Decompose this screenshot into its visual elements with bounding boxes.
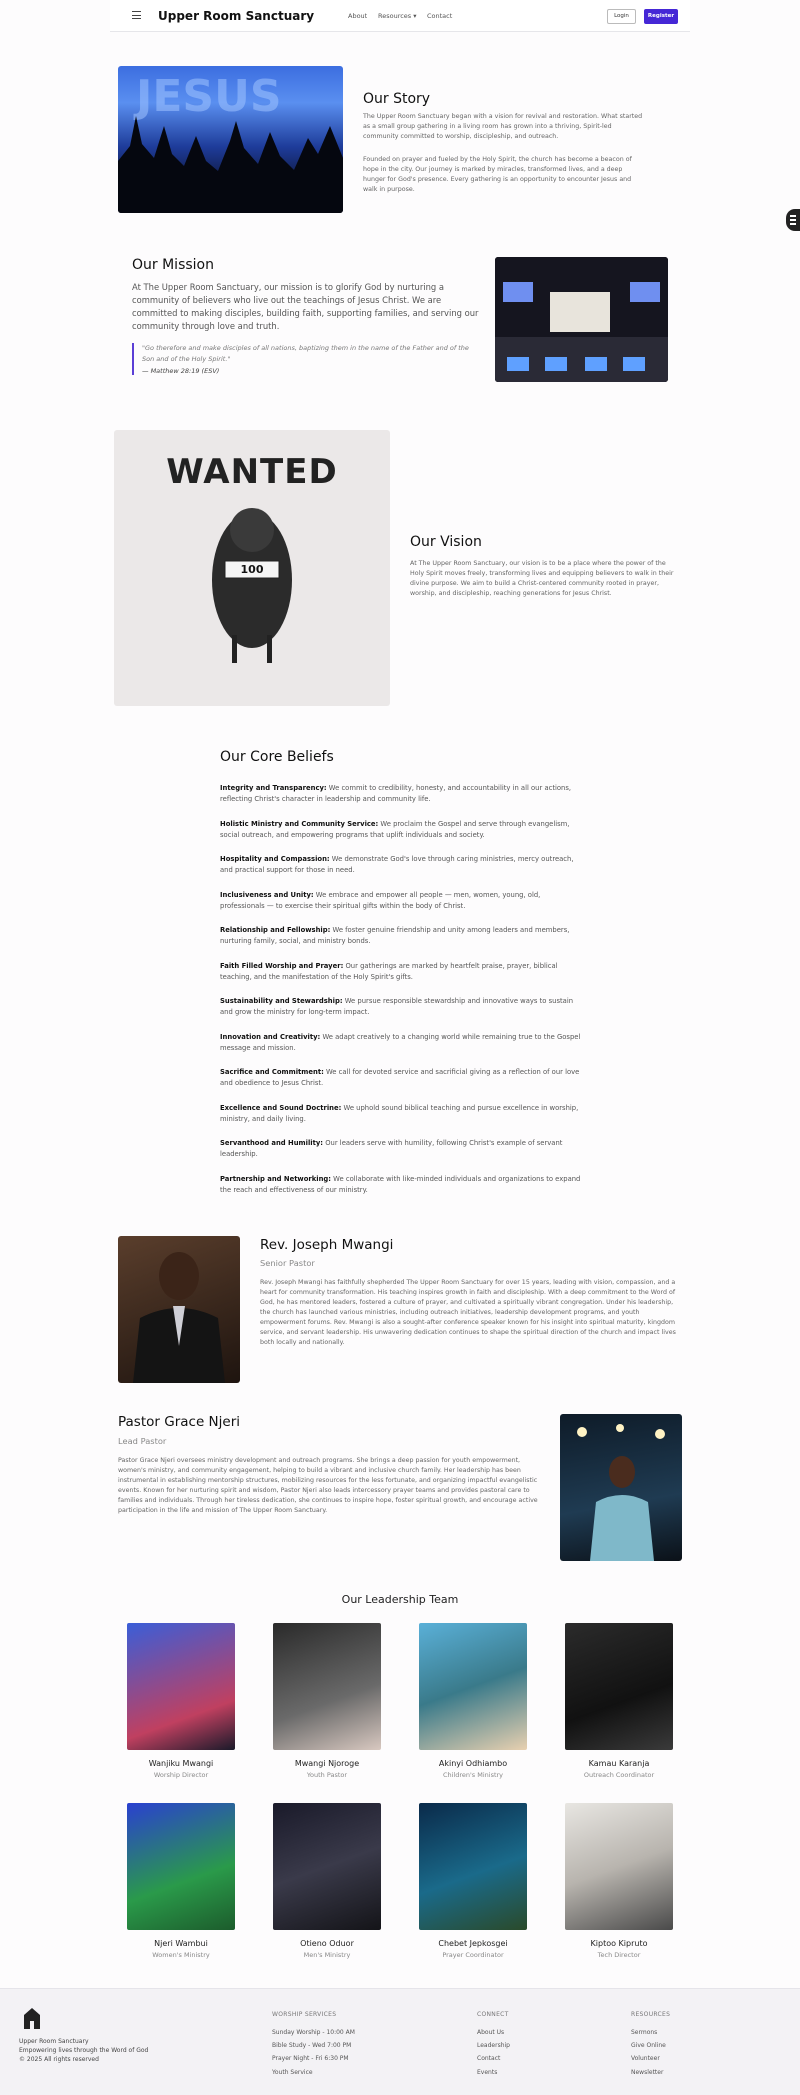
team-member-card — [273, 1623, 381, 1779]
footer-connect-link[interactable]: Contact — [477, 2055, 501, 2062]
worship-crowd-image — [118, 66, 343, 213]
member-photo — [273, 1803, 381, 1930]
member-name: Kiptoo Kipruto — [590, 1939, 648, 1948]
belief-item: Holistic Ministry and Community Service: We proclaim the Gospel and serve through evangelism, social outreach, and empowering programs that uplift individuals and society. — [220, 819, 570, 839]
member-photo — [127, 1803, 235, 1930]
brand-name[interactable]: Upper Room Sanctuary — [158, 9, 315, 23]
church-logo-icon — [24, 2008, 40, 2029]
pastor1-role: Senior Pastor — [260, 1258, 315, 1268]
footer-connect-title: CONNECT — [477, 2011, 509, 2018]
vision-body: At The Upper Room Sanctuary, our vision is to be a place where the power of the Holy Spirit moves freely, transforming lives and equipping believers to walk in their divine purpose. We aim to build a Christ-centered community rooted in prayer, worship, and discipleship, reaching generations for Jesus Christ. — [410, 560, 674, 597]
member-role: Outreach Coordinator — [583, 1771, 655, 1779]
team-member-card — [419, 1803, 527, 1959]
member-role: Men's Ministry — [303, 1951, 351, 1959]
member-role: Tech Director — [597, 1951, 641, 1959]
pastor-grace-photo — [560, 1414, 682, 1561]
footer-connect-link[interactable]: Leadership — [477, 2042, 510, 2049]
member-photo — [273, 1623, 381, 1750]
nav-link-contact[interactable]: Contact — [427, 12, 453, 20]
nav-link-about[interactable]: About — [348, 12, 368, 20]
footer-connect-link[interactable]: Events — [477, 2069, 498, 2076]
footer-worship-item[interactable]: Bible Study - Wed 7:00 PM — [272, 2042, 352, 2049]
member-name: Kamau Karanja — [588, 1759, 650, 1768]
footer-worship-title: WORSHIP SERVICES — [272, 2011, 337, 2018]
belief-item: Sustainability and Stewardship: We pursue responsible stewardship and innovative ways to sustain and grow the ministry for long-term impact. — [220, 997, 574, 1016]
rev-joseph-photo — [118, 1236, 240, 1383]
member-photo — [127, 1623, 235, 1750]
top-navbar — [110, 0, 690, 32]
beliefs-title: Our Core Beliefs — [220, 749, 334, 765]
quote-text: "Go therefore and make disciples of all nations, baptizing them in the name of the Father and of the Son and of the Holy Spirit." — [142, 344, 469, 363]
member-role: Women's Ministry — [152, 1951, 210, 1959]
quote-citation: — Matthew 28:19 (ESV) — [142, 367, 220, 375]
crowd-silhouette — [118, 66, 343, 213]
wanted-poster-image — [114, 430, 390, 706]
member-name: Chebet Jepkosgei — [438, 1939, 508, 1948]
belief-item: Servanthood and Humility: Our leaders serve with humility, following Christ's example of servant leadership. — [220, 1139, 563, 1158]
site-footer — [0, 1988, 800, 2095]
belief-item: Sacrifice and Commitment: We call for devoted service and sacrificial giving as a reflection of our love and obedience to Jesus Christ. — [220, 1068, 580, 1087]
footer-resource-link[interactable]: Give Online — [631, 2042, 666, 2049]
footer-copyright: © 2025 All rights reserved — [19, 2056, 99, 2063]
poster-heading: WANTED — [166, 452, 338, 492]
team-member-card — [273, 1803, 381, 1959]
footer-tagline: Empowering lives through the Word of God — [19, 2047, 149, 2054]
pastor1-bio: Rev. Joseph Mwangi has faithfully shepherded The Upper Room Sanctuary for over 15 years, leading with vision, compassion, and a heart for community transformation. His teaching inspires growth in faith and discipleship. With a deep commitment to the Word of God, he has mentored leaders, fostered a culture of prayer, and cultivated a spiritually vibrant congregation. Under his leadership, the church has launched various ministries, including outreach initiatives, leadership development programs, and youth empowerment forums. Rev. Mwangi is also a sought-after conference speaker known for his insight into spiritual maturity, kingdom service, and servant leadership. His unwavering dedication continues to shape the spiritual direction of the church and impact lives both locally and nationally. — [260, 1279, 676, 1346]
footer-connect-link[interactable]: About Us — [477, 2029, 505, 2036]
team-title: Our Leadership Team — [341, 1593, 459, 1606]
login-button[interactable]: Login — [607, 9, 636, 24]
portrait-silhouette — [560, 1414, 682, 1561]
nav-link-resources[interactable]: Resources ▾ — [378, 12, 417, 20]
footer-worship-item[interactable]: Sunday Worship - 10:00 AM — [272, 2029, 355, 2036]
member-name: Otieno Oduor — [300, 1939, 354, 1948]
footer-resource-link[interactable]: Volunteer — [631, 2055, 660, 2062]
member-photo — [565, 1803, 673, 1930]
team-member-card — [565, 1623, 673, 1779]
member-role: Youth Pastor — [306, 1771, 348, 1779]
footer-resources-title: RESOURCES — [631, 2011, 671, 2018]
team-member-card — [127, 1803, 235, 1959]
team-member-card — [127, 1623, 235, 1779]
pastor2-bio: Pastor Grace Njeri oversees ministry development and outreach programs. She brings a deep passion for youth empowerment, women's ministry, and community engagement, helping to build a vibrant and inclusive church family. Her leadership has been instrumental in establishing mentorship structures, mobilizing resources for the less fortunate, and organizing impactful evangelistic events. Known for her nurturing spirit and wisdom, Pastor Njeri also leads intercessory prayer teams and provides pastoral care to families and individuals. Through her tireless dedication, she continues to inspire hope, foster spiritual growth, and encourage active participation in the life and mission of The Upper Room Sanctuary. — [118, 1457, 538, 1514]
footer-resource-link[interactable]: Sermons — [631, 2029, 658, 2036]
auditorium-scene — [495, 257, 668, 382]
beliefs-list — [220, 783, 582, 1209]
member-name: Akinyi Odhiambo — [438, 1759, 508, 1768]
member-photo — [565, 1623, 673, 1750]
poster-number: 100 — [240, 563, 264, 576]
auditorium-image — [495, 257, 668, 382]
mission-quote — [132, 343, 482, 375]
footer-worship-item[interactable]: Prayer Night - Fri 6:30 PM — [272, 2055, 349, 2062]
svg-text:JESUS: JESUS — [136, 71, 282, 122]
belief-item: Hospitality and Compassion: We demonstrate God's love through caring ministries, mercy outreach, and practical support for those in need. — [220, 855, 574, 874]
pastor1-name: Rev. Joseph Mwangi — [260, 1237, 394, 1253]
story-paragraph-2: Founded on prayer and fueled by the Holy Spirit, the church has become a beacon of hope in the city. Our journey is marked by miracles, transformed lives, and a deep hunger for God's presence. Every gathering is an opportunity to encounter Jesus and walk in purpose. — [363, 156, 632, 193]
member-role: Prayer Coordinator — [442, 1951, 504, 1959]
story-paragraph-1: The Upper Room Sanctuary began with a vision for revival and restoration. What started as a small group gathering in a living room has grown into a thriving, Spirit-led community committed to worship, discipleship, and outreach. — [363, 113, 643, 140]
portrait-silhouette — [118, 1236, 240, 1383]
story-title: Our Story — [363, 91, 431, 107]
belief-item: Faith Filled Worship and Prayer: Our gatherings are marked by heartfelt praise, prayer, biblical teaching, and the manifestation of the Holy Spirit's gifts. — [220, 961, 558, 981]
mission-title: Our Mission — [132, 257, 214, 273]
member-name: Njeri Wambui — [154, 1939, 208, 1948]
belief-item: Excellence and Sound Doctrine: We uphold sound biblical teaching and pursue excellence in worship, ministry, and daily living. — [220, 1103, 579, 1123]
member-role: Children's Ministry — [442, 1771, 504, 1779]
pastor2-name: Pastor Grace Njeri — [118, 1414, 240, 1430]
pastor2-role: Lead Pastor — [118, 1436, 167, 1446]
footer-worship-item[interactable]: Youth Service — [272, 2069, 313, 2076]
team-member-card — [565, 1803, 673, 1959]
member-name: Wanjiku Mwangi — [148, 1759, 214, 1768]
footer-brand: Upper Room Sanctuary — [19, 2038, 89, 2045]
member-name: Mwangi Njoroge — [294, 1759, 360, 1768]
belief-item: Relationship and Fellowship: We foster genuine friendship and unity among leaders and members, nurturing family, social, and ministry bonds. — [220, 926, 570, 945]
footer-resource-link[interactable]: Newsletter — [631, 2069, 664, 2076]
member-role: Worship Director — [153, 1771, 209, 1779]
register-button[interactable]: Register — [644, 9, 678, 24]
accessibility-widget[interactable] — [786, 209, 800, 231]
belief-item: Partnership and Networking: We collaborate with like-minded individuals and organizations to expand the reach and effectiveness of our ministry. — [220, 1174, 581, 1194]
toggle-icon — [790, 215, 796, 217]
member-photo — [419, 1803, 527, 1930]
belief-item: Innovation and Creativity: We adapt creatively to a changing world while remaining true to the Gospel message and mission. — [220, 1032, 581, 1052]
mission-body: At The Upper Room Sanctuary, our mission is to glorify God by nurturing a community of believers who live out the teachings of Jesus Christ. We are committed to making disciples, building faith, supporting families, and serving our community through love and truth. — [132, 282, 479, 331]
belief-item: Integrity and Transparency: We commit to credibility, honesty, and accountability in all our actions, reflecting Christ's character in leadership and community life. — [220, 784, 572, 803]
menu-icon[interactable] — [132, 11, 141, 19]
team-member-card — [419, 1623, 527, 1779]
belief-item: Inclusiveness and Unity: We embrace and empower all people — men, women, young, old, professionals — to exercise their spiritual gifts within the body of Christ. — [220, 890, 541, 910]
vision-title: Our Vision — [410, 534, 482, 550]
member-photo — [419, 1623, 527, 1750]
